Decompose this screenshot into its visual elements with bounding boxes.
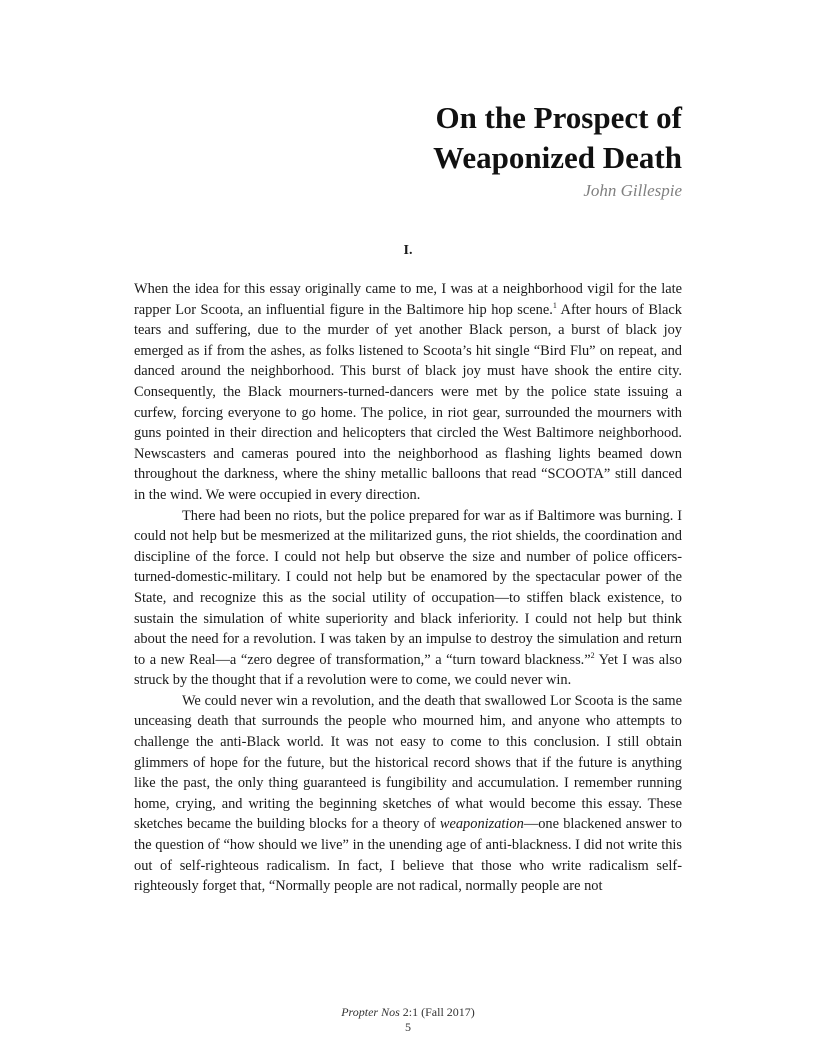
article-title (433, 98, 682, 178)
title-line-2: Weaponized Death (433, 140, 682, 175)
paragraph-text: After hours of Black tears and suffering, due to the murder of yet another Black person, a burst of black joy emerged as if from the ashes, as folks listened to Scoota’s hit single “Bird Flu” on repeat, and danced around the neighborhood. This burst of black joy must have shook the entire city. Consequently, the Black mourners-turned-dancers were met by the police state issuing a curfew, forcing everyone to go home. The police, in riot gear, surrounded the mourners with guns pointed in their direction and helicopters that circled the West Baltimore neighborhood. Newscasters and cameras poured into the neighborhood as flashing lights beamed down throughout the darkness, where the shiny metallic balloons that read “SCOOTA” still danced in the wind. We were occupied in every direction. (134, 301, 682, 503)
paragraph-text: —one blackened answer to the question of “how should we live” in the unending age of anti-blackness. I did not write this out of self-righteous radicalism. In fact, I believe that those who write radicalism self-righteously forget that, “Normally people are not radical, normally people are not (134, 816, 682, 895)
paragraph-text: When the idea for this essay originally came to me, I was at a neighborhood vigil for the late rapper Lor Scoota, an influential figure in the Baltimore hip hop scene. (134, 281, 682, 318)
article-body (134, 279, 682, 897)
section-heading: I. (403, 243, 413, 258)
title-line-1: On the Prospect of (435, 100, 682, 135)
paragraph-text: Yet I was also struck by the thought that if a revolution were to come, we could never win. (134, 651, 682, 689)
author-name: John Gillespie (583, 181, 682, 200)
footnote-marker[interactable]: 2 (590, 650, 595, 660)
body-paragraph (134, 279, 682, 506)
journal-issue: 2:1 (Fall 2017) (399, 1005, 475, 1019)
emphasized-term: weaponization (439, 816, 524, 833)
footnote-marker[interactable]: 1 (552, 300, 557, 310)
journal-citation (0, 1005, 816, 1020)
body-paragraph (134, 691, 682, 897)
paragraph-text: There had been no riots, but the police prepared for war as if Baltimore was burning. I could not help but be mesmerized at the militarized guns, the riot shields, the coordination and discipline of the force. I could not help but observe the size and number of police officers-turned-domestic-military. I could not help but be enamored by the spectacular power of the State, and recognize this as the social utility of occupation—to stiffen black existence, to sustain the simulation of white superiority and black inferiority. I could not help but think about the need for a revolution. I was taken by an impulse to destroy the simulation and return to a new Real—a “zero degree of transformation,” a “turn toward blackness.” (134, 507, 682, 668)
page-footer (0, 1005, 816, 1035)
page-number: 5 (405, 1020, 411, 1034)
journal-name: Propter Nos (341, 1005, 400, 1019)
body-paragraph (134, 506, 682, 691)
paragraph-text: We could never win a revolution, and the death that swallowed Lor Scoota is the same unceasing death that surrounds the people who mourned him, and anyone who attempts to challenge the anti-Black world. It was not easy to come to this conclusion. I still obtain glimmers of hope for the future, but the historical record shows that if the future is anything like the past, the only thing guaranteed is fungibility and accumulation. I remember running home, crying, and writing the beginning sketches of what would become this essay. These sketches became the building blocks for a theory of (134, 692, 682, 833)
